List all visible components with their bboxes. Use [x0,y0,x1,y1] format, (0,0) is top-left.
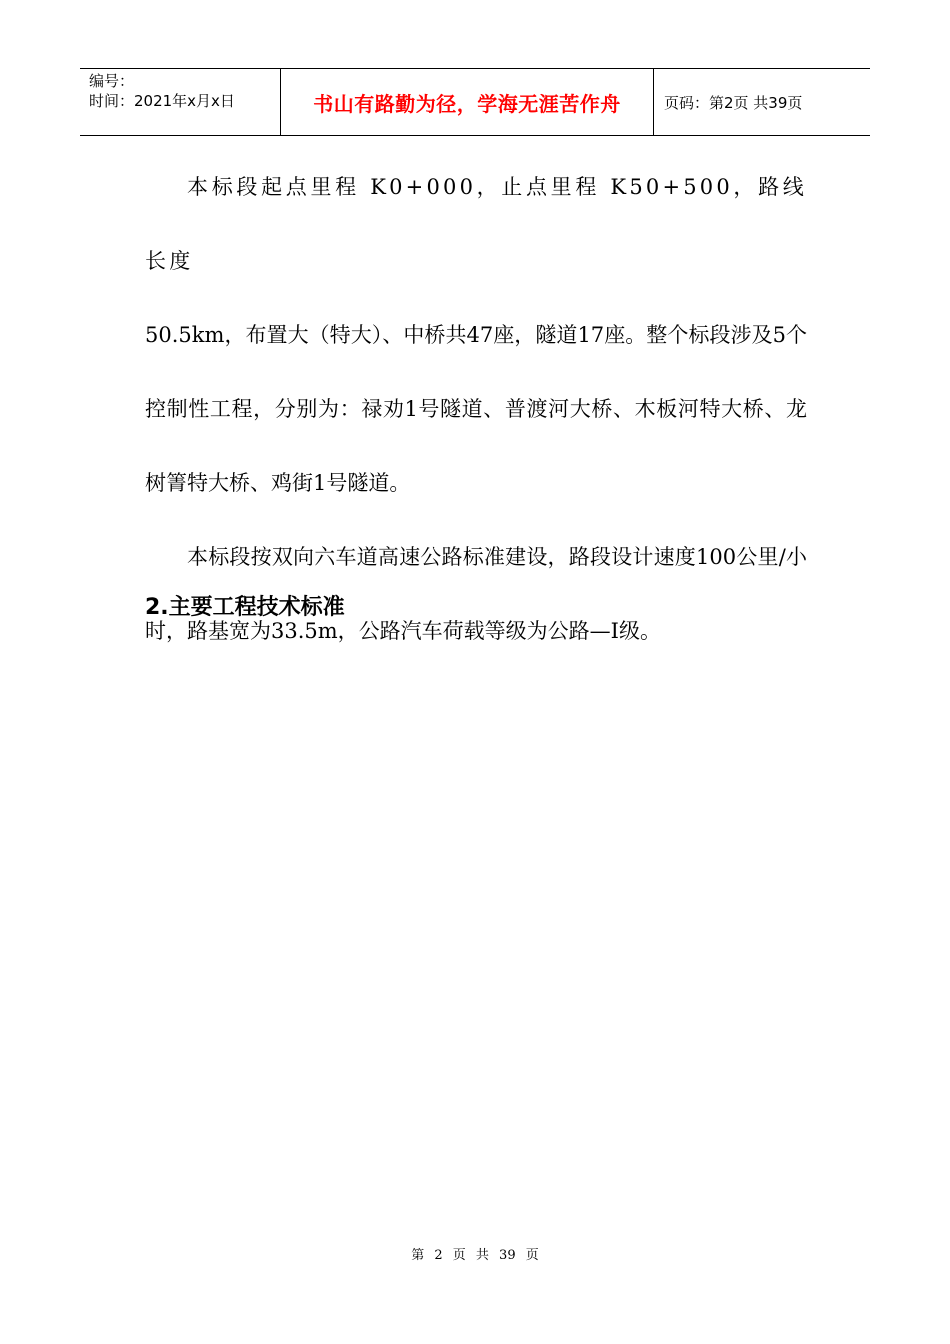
page-footer: 第 2 页 共 39 页 [411,1248,539,1263]
document-number-label: 编号： [89,72,135,90]
document-time-label: 时间：2021年x月x日 [89,92,235,110]
paragraph-1-rest: 50.5km，布置大（特大）、中桥共47座，隧道17座。整个标段涉及5个控制性工程，分别为：禄劝1号隧道、普渡河大桥、木板河特大桥、龙树箐特大桥、鸡街1号隧道。 [145,323,807,495]
header-motto: 书山有路勤为径，学海无涯苦作舟 [281,69,654,135]
header-meta [80,69,281,135]
paragraph-1-first-line: 本标段起点里程 K0+000，止点里程 K50+500，路线长度 [145,175,807,273]
page-header [80,68,870,136]
paragraph-1 [145,150,807,520]
paragraph-2: 本标段按双向六车道高速公路标准建设，路段设计速度100公里/小时，路基宽为33.5m，公路汽车荷载等级为公路—I级。 [145,545,807,643]
header-page-info: 页码：第2页 共39页 [664,93,803,112]
section-heading: 2.主要工程技术标准 [145,595,345,620]
